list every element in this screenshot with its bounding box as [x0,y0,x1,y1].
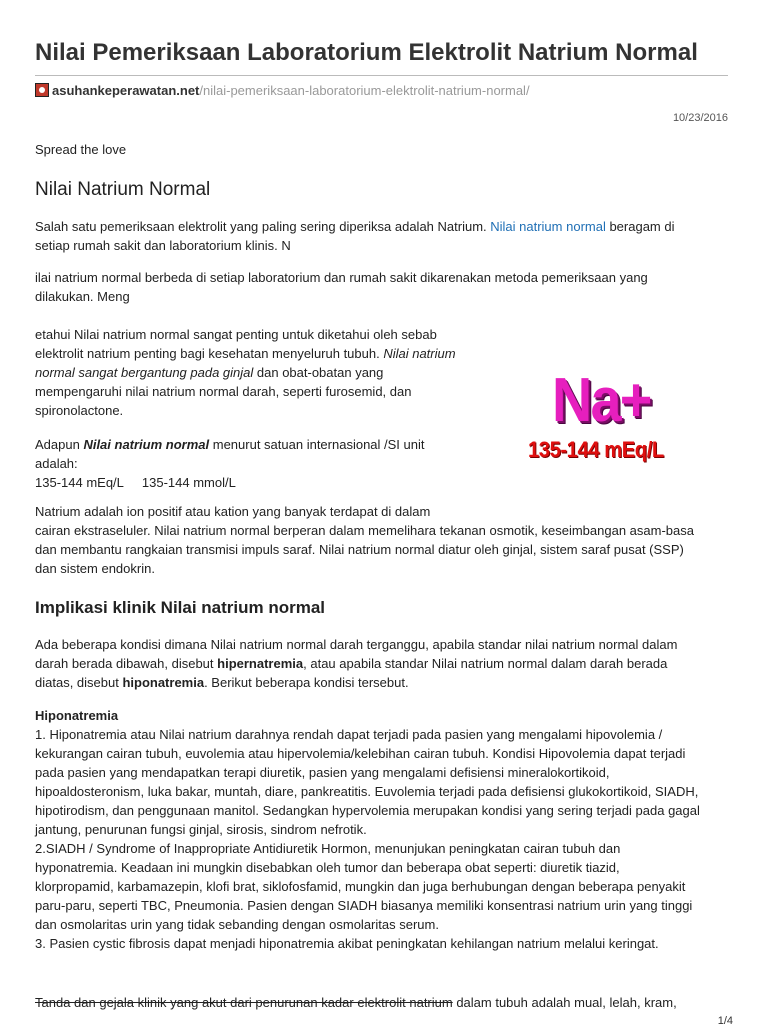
page-number: 1/4 [717,1015,733,1024]
bold-hipernatremia: hipernatremia [217,656,304,671]
na-plus-symbol: Na+ [552,366,651,435]
text: darah berada dibawah, disebut [35,656,218,671]
list-line: 2.SIADH / Syndrome of Inappropriate Antidiuretik Hormon, menunjukan peningkatan cairan tubuh dan [35,841,621,856]
italic-text: Nilai natrium [383,346,456,361]
text: dan membantu rangkaian transmisi impuls saraf. Nilai natrium normal diatur oleh ginjal, sistem saraf pusat (SSP) [35,542,684,557]
text: diatas, disebut [35,675,123,690]
paragraph-3 [35,325,505,420]
text: mempengaruhi nilai natrium normal darah, seperti furosemid, dan [35,384,412,399]
paragraph-2 [35,268,735,306]
text: spironolactone. [35,403,124,418]
text: Ada beberapa kondisi dimana Nilai natrium normal darah terganggu, apabila standar nilai natrium normal dalam [35,637,678,652]
site-favicon-icon [35,83,49,97]
text: dan obat-obatan yang [253,365,384,380]
text: , atau apabila standar Nilai natrium normal dalam darah berada [303,656,668,671]
source-domain[interactable]: asuhankeperawatan.net [52,83,200,98]
list-line: 3. Pasien cystic fibrosis dapat menjadi hiponatremia akibat peningkatan kehilangan natrium melalui keringat. [35,936,659,951]
list-line: dan osmolaritas urin yang tidak sebanding dengan osmolaritas serum. [35,917,439,932]
text: setiap rumah sakit dan laboratorium klinis. N [35,238,291,253]
text: dilakukan. Meng [35,289,130,304]
list-line: pada pasien yang mendapatkan terapi diuretik, pasien yang mengalami defisiensi mineralokortikoid, [35,765,610,780]
text: dan sistem endokrin. [35,561,155,576]
paragraph-5 [35,502,735,578]
italic-text: normal sangat bergantung pada ginjal [35,365,254,380]
text: adalah: [35,456,78,471]
spread-the-love: Spread the love [35,142,127,157]
source-path[interactable]: /nilai-pemeriksaan-laboratorium-elektrolit-natrium-normal/ [199,83,530,98]
link-nilai-natrium-normal[interactable]: Nilai natrium normal [490,219,606,234]
text: etahui Nilai natrium normal sangat penting untuk diketahui oleh sebab [35,327,437,342]
paragraph-implikasi [35,635,735,692]
list-line: hipoaldosteronism, luka bakar, muntah, diare, pankreatitis. Euvolemia terjadi pada defisiensi glukokortikoid, SIADH, [35,784,699,799]
sodium-range-meq: 135-144 mEq/L [35,475,124,490]
source-url[interactable] [35,82,530,100]
text: beragam di [605,219,675,234]
list-line: paru-paru, seperti TBC, Pneumonia. Pasien dengan SIADH biasanya memiliki konsentrasi natrium urin yang tinggi [35,898,693,913]
list-line: kekurangan cairan tubuh, euvolemia atau hipervolemia/kelebihan cairan tubuh. Kondisi Hipovolemia dapat terjadi [35,746,686,761]
paragraph-4 [35,435,505,492]
sub-heading-hiponatremia: Hiponatremia [35,708,119,723]
paragraph-1 [35,217,735,255]
bold-italic-text: Nilai natrium normal [83,437,210,452]
section-heading-implikasi: Implikasi klinik Nilai natrium normal [35,598,326,617]
text: dalam tubuh adalah mual, lelah, kram, [452,995,677,1010]
text: Salah satu pemeriksaan elektrolit yang paling sering diperiksa adalah Natrium. [35,219,491,234]
sodium-range-mmol: 135-144 mmol/L [141,475,236,490]
page-title: Nilai Pemeriksaan Laboratorium Elektrolit Natrium Normal [35,39,698,66]
list-line: hipotirodism, dan penggunaan manitol. Sedangkan hypervolemia merupakan kondisi yang sering terjadi pada gagal [35,803,700,818]
list-line: 1. Hiponatremia atau Nilai natrium darahnya rendah dapat terjadi pada pasien yang mengalami hipovolemia / [35,727,663,742]
hiponatremia-block [35,706,735,953]
na-range-label: 135-144 mEq/L [528,437,664,462]
text: cairan ekstraseluler. Nilai natrium normal berperan dalam memelihara tekanan osmotik, keseimbangan asam-basa [35,523,694,538]
paragraph-last [35,993,735,1012]
print-date: 10/23/2016 [672,112,728,124]
text: ilai natrium normal berbeda di setiap laboratorium dan rumah sakit dikarenakan metoda pemeriksaan yang [35,270,648,285]
text: menurut satuan internasional /SI unit [209,437,425,452]
list-line: jantung, penurunan fungsi ginjal, sirosis, sindrom nefrotik. [35,822,367,837]
text: . Berikut beberapa kondisi tersebut. [204,675,409,690]
list-line: klorpropamid, karbamazepin, klofi brat, siklofosfamid, mungkin dan juga berhubungan dengan beberapa penyakit [35,879,686,894]
bold-hiponatremia: hiponatremia [122,675,205,690]
sodium-graphic [522,365,722,475]
strikethrough-text: Tanda dan gejala klinik yang akut dari penurunan kadar elektrolit natrium [35,995,453,1010]
list-line: hyponatremia. Keadaan ini mungkin disebabkan oleh tumor dan beberapa obat seperti: diuretik tiazid, [35,860,620,875]
title-divider [35,75,728,76]
text: elektrolit natrium penting bagi kesehatan menyeluruh tubuh. [35,346,384,361]
text: Adapun [35,437,84,452]
text: Natrium adalah ion positif atau kation yang banyak terdapat di dalam [35,504,431,519]
section-heading-nilai-natrium: Nilai Natrium Normal [35,179,211,200]
